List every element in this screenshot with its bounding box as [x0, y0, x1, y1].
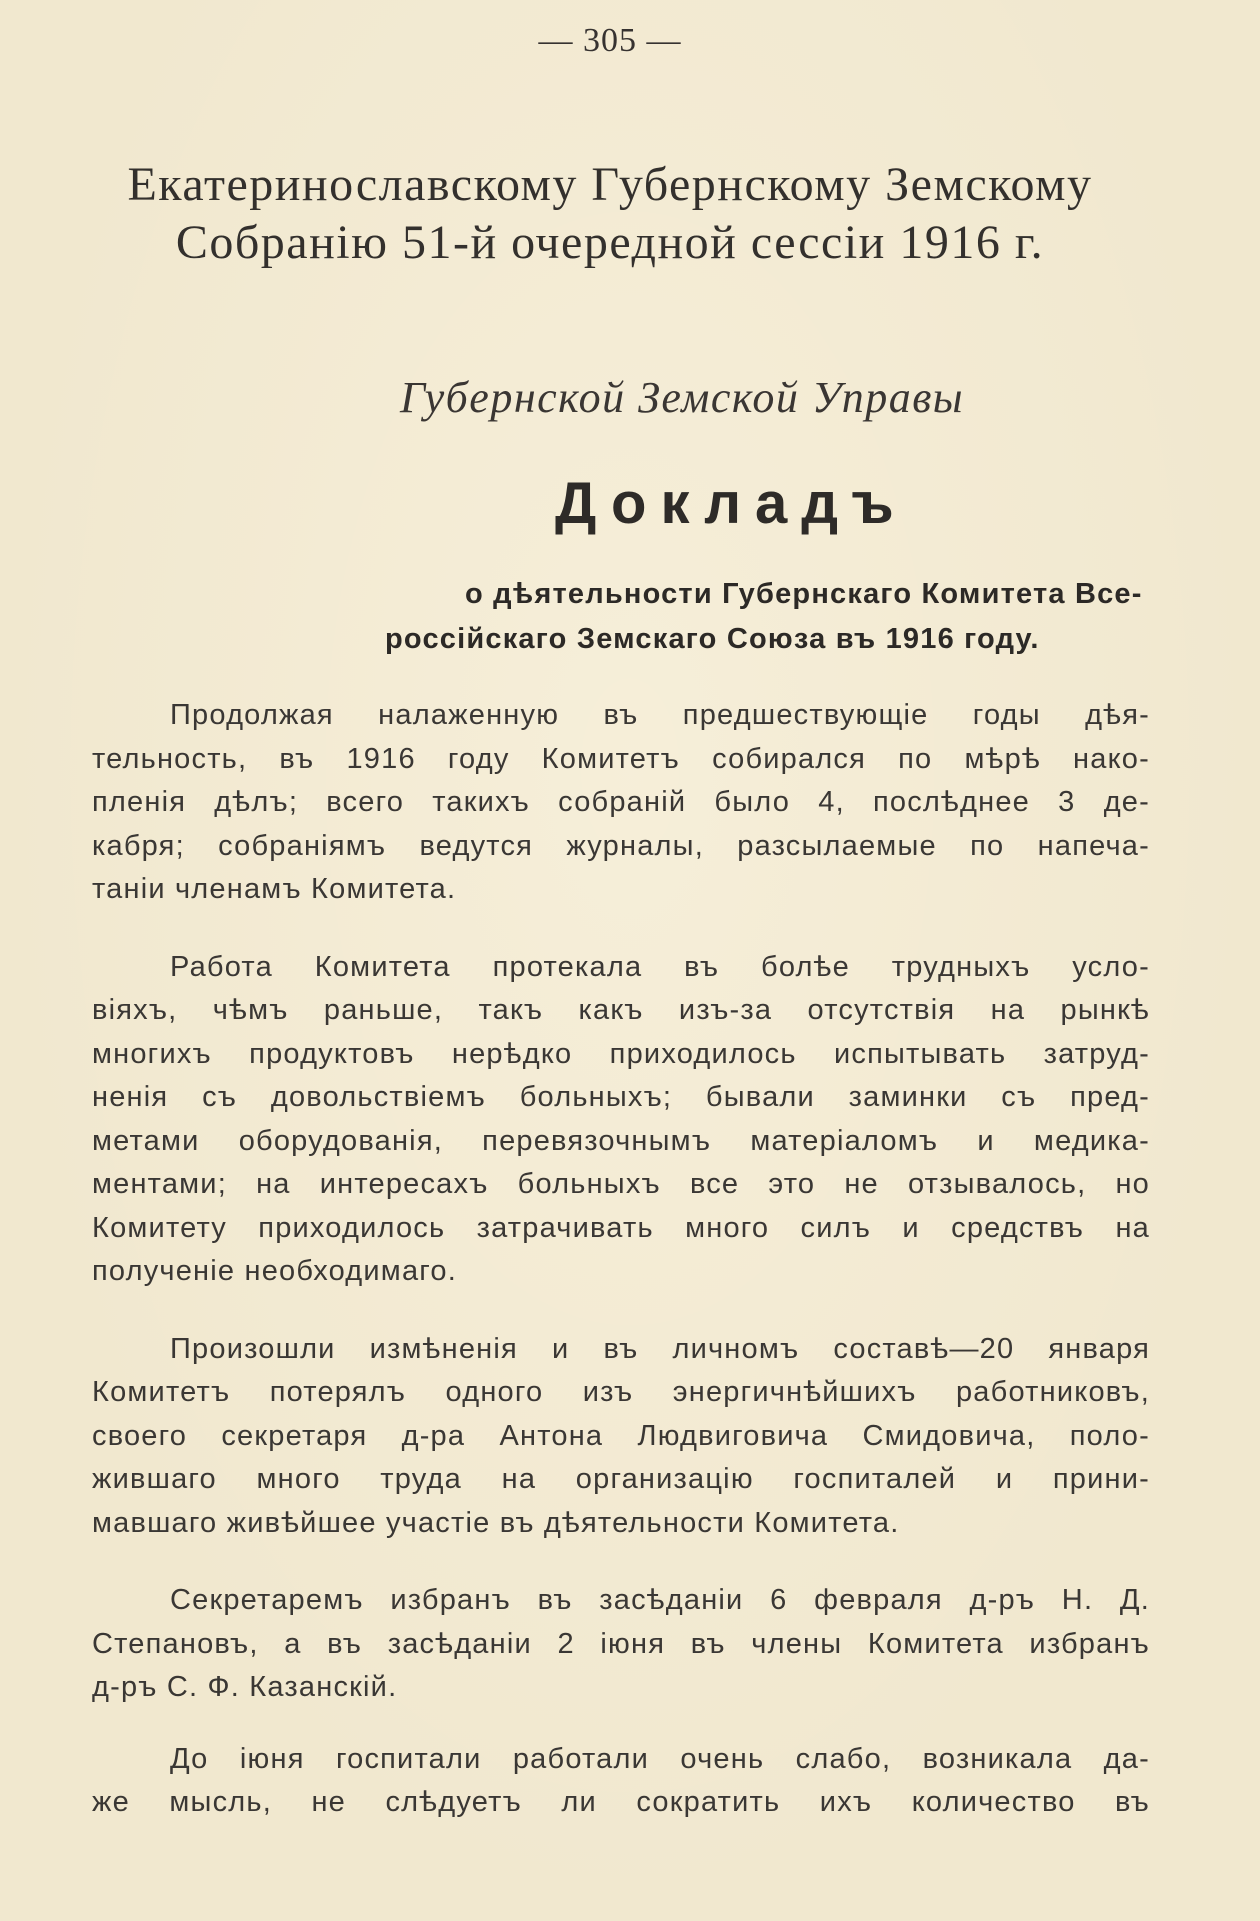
text-line: Работа Комитета протекала въ болѣе трудныхъ усло-	[170, 950, 1150, 983]
text-line: жившаго много труда на организацію госпиталей и прини-	[92, 1463, 1150, 1495]
text-line: Степановъ, а въ засѣданіи 2 іюня въ члены Комитета избранъ	[92, 1627, 1150, 1660]
text-line: мавшаго живѣйшее участіе въ дѣятельности Комитета.	[92, 1506, 900, 1539]
text-line: Продолжая налаженную въ предшествующіе годы дѣя-	[170, 699, 1150, 731]
heading-line-2: Собранію 51-й очередной сессіи 1916 г.	[175, 216, 1045, 269]
text-line: д-ръ С. Ф. Казанскій.	[92, 1671, 398, 1703]
report-topic	[385, 572, 1145, 662]
text-line: ментами; на интересахъ больныхъ все это не отзывалось, но	[92, 1168, 1150, 1200]
report-title: Докладъ	[555, 471, 908, 536]
text-line: Произошли измѣненія и въ личномъ составѣ—20 января	[170, 1332, 1150, 1365]
document-heading	[90, 156, 1130, 272]
text-line: полученіе необходимаго.	[92, 1255, 457, 1287]
text-line: таніи членамъ Комитета.	[92, 873, 457, 905]
paragraph	[92, 1328, 1150, 1546]
text-line: Секретаремъ избранъ въ засѣданіи 6 февраля д-ръ Н. Д.	[170, 1584, 1150, 1616]
paragraph	[92, 1579, 1150, 1710]
paragraph	[92, 946, 1150, 1294]
text-line: Комитетъ потерялъ одного изъ энергичнѣйшихъ работниковъ,	[92, 1376, 1150, 1408]
text-line: віяхъ, чѣмъ раньше, такъ какъ изъ-за отсутствія на рынкѣ	[92, 994, 1150, 1026]
text-line: тельность, въ 1916 году Комитетъ собирался по мѣрѣ нако-	[92, 742, 1150, 775]
text-line: До іюня госпитали работали очень слабо, возникала да-	[170, 1742, 1150, 1775]
text-line: своего секретаря д-ра Антона Людвиговича Смидовича, поло-	[92, 1419, 1150, 1452]
page-number: — 305 —	[538, 22, 682, 59]
paragraph	[92, 694, 1150, 912]
text-line: же мысль, не слѣдуетъ ли сократить ихъ количество въ	[92, 1786, 1150, 1818]
text-line: многихъ продуктовъ нерѣдко приходилось испытывать затруд-	[92, 1037, 1150, 1070]
topic-line-1: о дѣятельности Губернскаго Комитета Все-	[465, 578, 1143, 610]
text-line: ненія съ довольствіемъ больныхъ; бывали заминки съ пред-	[92, 1081, 1150, 1113]
heading-line-1: Екатеринославскому Губернскому Земскому	[127, 158, 1093, 211]
topic-line-2: россійскаго Земскаго Союза въ 1916 году.	[385, 623, 1040, 655]
text-line: кабря; собраніямъ ведутся журналы, разсылаемые по напеча-	[92, 829, 1150, 862]
subheading: Губернской Земской Управы	[400, 373, 965, 422]
text-line: Комитету приходилось затрачивать много силъ и средствъ на	[92, 1211, 1150, 1244]
paragraph	[92, 1738, 1150, 1825]
text-line: метами оборудованія, перевязочнымъ матеріаломъ и медика-	[92, 1124, 1150, 1157]
text-line: пленія дѣлъ; всего такихъ собраній было 4, послѣднее 3 де-	[92, 786, 1150, 818]
body-text	[92, 694, 1150, 1849]
